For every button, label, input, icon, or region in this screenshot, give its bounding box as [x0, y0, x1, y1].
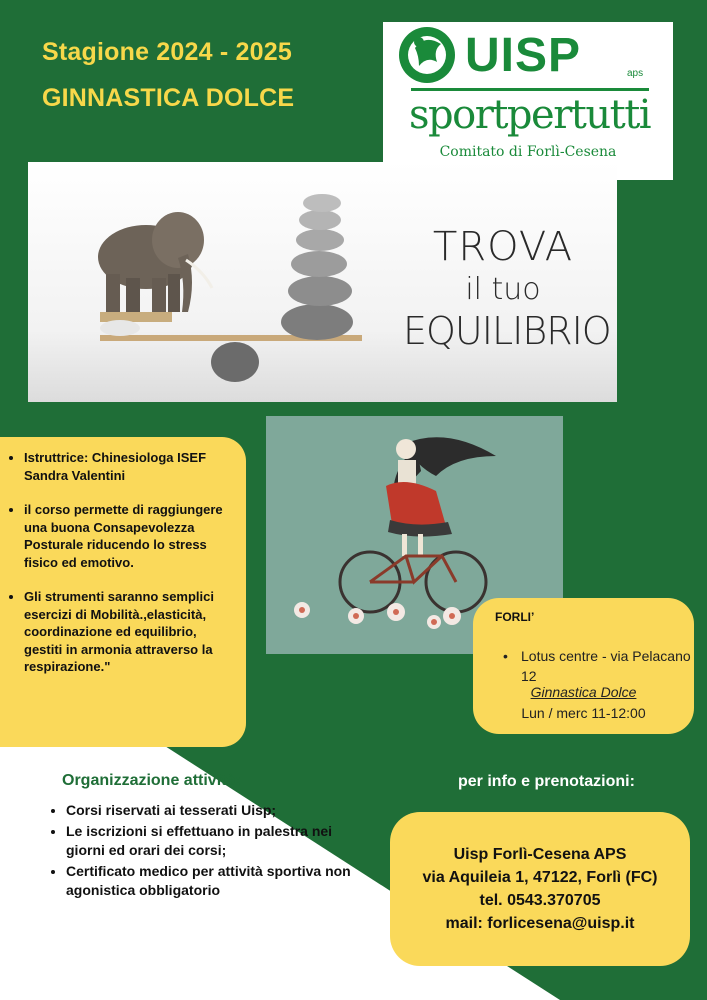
location-venue: Lotus centre - via Pelacano 12 [521, 648, 691, 684]
location-schedule: Lun / merc 11-12:00 [521, 705, 646, 721]
contact-address: via Aquileia 1, 47122, Forlì (FC) [422, 869, 658, 886]
location-city: FORLI’ [495, 610, 535, 624]
season-title: Stagione 2024 - 2025 [42, 38, 292, 66]
hero-line-3: EQUILIBRIO [403, 309, 611, 353]
contact-name: Uisp Forlì-Cesena APS [453, 846, 627, 863]
location-course: Ginnastica Dolce [530, 684, 637, 700]
detail-instructor: • Istruttrice: Chinesiologa ISEF Sandra Valentini [24, 449, 236, 484]
logo-aps: aps [627, 68, 644, 79]
course-details-list [0, 449, 236, 676]
hero-caption [403, 224, 611, 353]
bullet-icon: • [503, 648, 508, 664]
org-item-certificate: • Certificato medico per attività sportiva non agonistica obbligatorio [66, 862, 366, 900]
detail-tools: • Gli strumenti saranno semplici esercizi di Mobilità.,elasticità, coordinazione ed equilibrio, gestiti in armonia attraverso la respirazione." [24, 588, 236, 676]
location-box [473, 598, 694, 734]
hero-line-2: il tuo [465, 272, 541, 307]
course-title: GINNASTICA DOLCE [42, 84, 295, 112]
hero-line-1: TROVA [432, 224, 574, 270]
contact-email[interactable]: mail: forlicesena@uisp.it [445, 915, 635, 932]
logo-committee: Comitato di Forlì-Cesena [439, 144, 617, 160]
balance-hero-image [28, 162, 617, 402]
logo-uisp-word: UISP [465, 29, 582, 82]
course-details-box [0, 437, 246, 747]
detail-posture: • il corso permette di raggiungere una buona Consapevolezza Posturale riducendo lo stress fisico ed emotivo. [24, 501, 236, 571]
org-item-members: • Corsi riservati ai tesserati Uisp; [66, 801, 366, 820]
logo-tagline: sportpertutti [409, 92, 651, 138]
elephant-stones-illustration [28, 162, 388, 402]
uisp-runner-icon [389, 24, 469, 86]
organization-title: Organizzazione attività: [62, 772, 241, 789]
organization-list [46, 801, 366, 902]
contact-phone[interactable]: tel. 0543.370705 [479, 892, 601, 909]
logo-divider [411, 88, 649, 91]
contact-box [390, 812, 690, 966]
org-item-registration: • Le iscrizioni si effettuano in palestra nei giorni ed orari dei corsi; [66, 822, 366, 860]
info-title: per info e prenotazioni: [458, 773, 635, 790]
uisp-logo [383, 22, 673, 180]
